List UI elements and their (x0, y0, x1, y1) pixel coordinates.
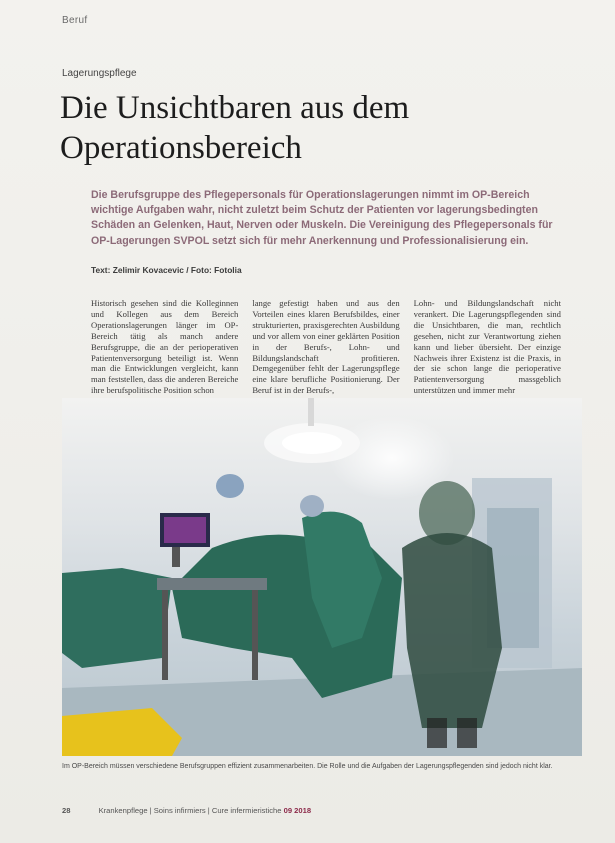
section-label: Beruf (62, 15, 88, 26)
operating-room-illustration (62, 398, 582, 756)
article-credit: Text: Zelimir Kovacevic / Foto: Fotolia (91, 265, 242, 275)
article-kicker: Lagerungspflege (62, 68, 137, 79)
article-body (91, 298, 561, 408)
operating-room-photo (62, 398, 582, 756)
body-column-2: lange gefestigt haben und aus den Vorteilen eines klaren Berufsbildes, einer strukturierten, praxisgerechten Ausbildung und vor allem von einer geklärten Position in der Berufs-, Lohn- und Bildungslandschaft profitieren. Demgegenüber fehlt der Lagerungspflege eine klare berufliche Positionierung. Der Beruf ist in der Berufs-, (252, 298, 400, 396)
body-column-1: Historisch gesehen sind die Kolleginnen und Kollegen aus dem Bereich Operationslagerungen länger im OP-Bereich tätig als manch andere Berufsgruppe, die an der perioperativen Patientenversorgung beteiligt ist. Wenn man die Entwicklungen vergleicht, kann man feststellen, dass die anderen Bereiche ihre berufspolitische Position schon (91, 298, 239, 396)
issue-number: 09 2018 (283, 806, 312, 815)
article-title: Die Unsichtbaren aus dem Operationsbereich (60, 90, 410, 166)
page-number: 28 (62, 806, 71, 815)
photo-caption: Im OP-Bereich müssen verschiedene Berufsgruppen effizient zusammenarbeiten. Die Rolle und die Aufgaben der Lagerungspflegenden sind jedoch nicht klar. (62, 763, 553, 770)
publication-name: Krankenpflege | Soins infirmiers | Cure infermieristiche (98, 806, 282, 815)
article-lead: Die Berufsgruppe des Pflegepersonals für Operationslagerungen nimmt im OP-Bereich wichtige Aufgaben wahr, nicht zuletzt beim Schutz der Patienten vor lagerungsbedingten Schäden an Gelenken, Haut, Nerven oder Muskeln. Die Vereinigung des Pflegepersonals für OP-Lagerungen SVPOL setzt sich für mehr Anerkennung und Professionalisierung ein. (91, 189, 553, 247)
body-column-3: Lohn- und Bildungslandschaft nicht verankert. Die Lagerungspflegenden sind die Unsichtbaren, die man, rechtlich gesehen, nicht zur Verantwortung ziehen kann und lieber übersieht. Der einzige Nachweis ihrer Existenz ist die Praxis, in der sie schon lange die perioperative Patientenversorgung massgeblich unterstützen und immer mehr (413, 298, 561, 396)
page-footer (62, 806, 562, 815)
